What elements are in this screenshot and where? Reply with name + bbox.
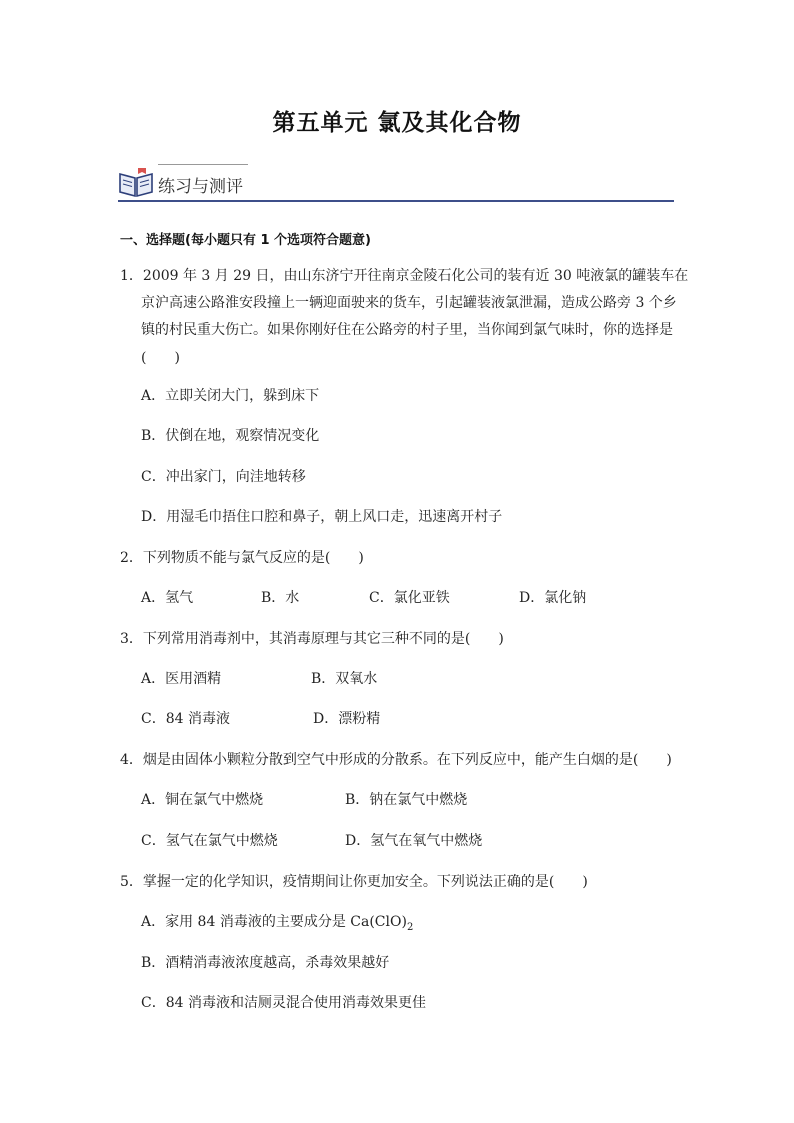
question-2-option-b: B．水 <box>261 590 300 606</box>
question-3-option-b: B．双氧水 <box>311 671 378 687</box>
question-4-option-b: B．钠在氯气中燃烧 <box>345 792 468 808</box>
banner-label: 练习与测评 <box>158 177 243 197</box>
question-5-option-b: B．酒精消毒液浓度越高，杀毒效果越好 <box>141 955 390 971</box>
question-3-line-1: 3．下列常用消毒剂中，其消毒原理与其它三种不同的是( ) <box>120 631 504 647</box>
question-5-option-a-subscript: 2 <box>406 921 414 933</box>
question-1-line-3: 镇的村民重大伤亡。如果你刚好住在公路旁的村子里，当你闻到氯气味时，你的选择是 <box>141 322 673 338</box>
question-4-option-c: C．氢气在氯气中燃烧 <box>141 833 278 849</box>
question-5-line-1: 5．掌握一定的化学知识，疫情期间让你更加安全。下列说法正确的是( ) <box>120 874 588 890</box>
section-heading: 一、选择题(每小题只有 1 个选项符合题意) <box>120 233 371 248</box>
question-5-option-a <box>141 912 413 938</box>
question-2-option-c: C．氯化亚铁 <box>369 590 450 606</box>
question-4-line-1: 4．烟是由固体小颗粒分散到空气中形成的分散系。在下列反应中，能产生白烟的是( ) <box>120 752 672 768</box>
page-title: 第五单元 氯及其化合物 <box>272 110 522 136</box>
question-3-option-c: C．84 消毒液 <box>141 711 230 727</box>
banner-rule <box>118 200 674 202</box>
question-3-option-d: D．漂粉精 <box>313 711 381 727</box>
question-1-line-4: ( ) <box>141 350 180 366</box>
question-1-line-1: 1．2009 年 3 月 29 日，由山东济宁开往南京金陵石化公司的装有近 30 吨液氯的罐装车在 <box>120 268 689 284</box>
question-4-option-d: D．氢气在氧气中燃烧 <box>345 833 483 849</box>
question-2-option-d: D．氯化钠 <box>519 590 587 606</box>
question-2-line-1: 2．下列物质不能与氯气反应的是( ) <box>120 550 364 566</box>
book-icon <box>118 166 154 198</box>
question-2-option-a: A．氢气 <box>141 590 194 606</box>
question-1-line-2: 京沪高速公路淮安段撞上一辆迎面驶来的货车，引起罐装液氯泄漏，造成公路旁 3 个乡 <box>141 295 677 311</box>
question-4-option-a: A．铜在氯气中燃烧 <box>141 792 264 808</box>
question-1-option-b: B．伏倒在地，观察情况变化 <box>141 428 320 444</box>
banner-top-line <box>158 164 248 165</box>
question-1-option-a: A．立即关闭大门，躲到床下 <box>141 388 320 404</box>
question-5-option-c: C．84 消毒液和洁厕灵混合使用消毒效果更佳 <box>141 995 426 1011</box>
question-3-option-a: A．医用酒精 <box>141 671 222 687</box>
section-banner <box>118 162 674 204</box>
question-5-option-a-text: A．家用 84 消毒液的主要成分是 Ca(ClO) <box>141 914 407 930</box>
question-1-option-d: D．用湿毛巾捂住口腔和鼻子，朝上风口走，迅速离开村子 <box>141 509 503 525</box>
question-1-option-c: C．冲出家门，向洼地转移 <box>141 469 306 485</box>
